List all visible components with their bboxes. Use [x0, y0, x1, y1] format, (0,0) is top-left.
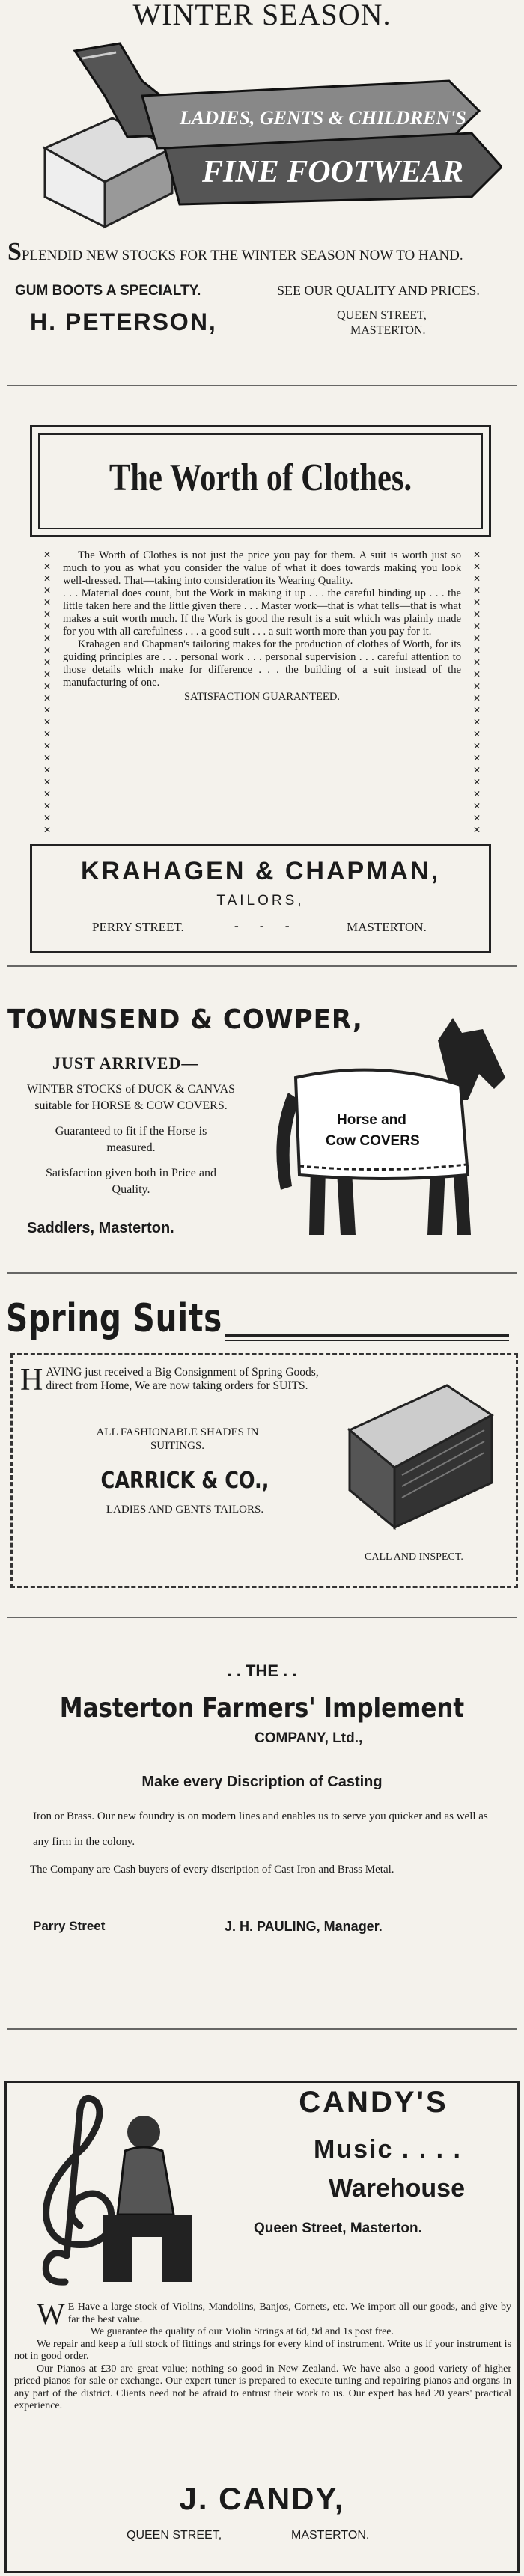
carrick-advert — [0, 1280, 524, 1594]
candy-frame — [4, 2081, 520, 2573]
call-and-inspect: CALL AND INSPECT. — [365, 1551, 463, 1563]
candy-body-3: We repair and keep a full stock of fittings and strings for every kind of instrument. Write us if your instrument is not in good order. — [14, 2338, 511, 2362]
x-border-left: ✕ ✕ ✕ ✕ ✕ ✕ ✕ ✕ ✕ ✕ ✕ ✕ ✕ ✕ ✕ ✕ ✕ ✕ ✕ ✕ ✕ ✕ ✕ ✕ — [43, 548, 51, 836]
peterson-address — [337, 308, 427, 338]
worth-body-frame — [37, 548, 487, 840]
carrick-subtitle: LADIES AND GENTS TAILORS. — [106, 1504, 264, 1516]
worth-paragraph-1: The Worth of Clothes is not just the price you pay for them. A suit is worth just so much to you as what you consider the value of what it does towards making you look well-dressed. That—taking into consideration its Wearing Quality. — [63, 549, 461, 587]
intro-initial: H — [20, 1363, 43, 1397]
footwear-banner-illustration — [30, 36, 502, 231]
candy-body-4: Our Pianos at £30 are great value; nothing so good in New Zealand. We have also a good variety of higher priced pianos for sale or exchange. Our expert tuner is prepared to execute tuning and repairing pianos and organs in any part of the district. Clients need not be afraid to entrust their work to us. Our expert has had 20 years' practical experience. — [14, 2363, 511, 2411]
carrick-frame — [10, 1353, 518, 1588]
banner-line-1: LADIES, GENTS & CHILDREN'S — [180, 107, 466, 129]
krahagen-trade: TAILORS, — [216, 893, 305, 909]
just-arrived: JUST ARRIVED— — [52, 1054, 199, 1072]
satisfaction-guaranteed: SATISFACTION GUARANTEED. — [183, 691, 341, 703]
worth-title-box — [30, 425, 491, 537]
krahagen-town: MASTERTON. — [347, 920, 427, 934]
candy-body-initial: W — [37, 2297, 65, 2331]
krahagen-name-box — [30, 844, 491, 953]
candy-body-1: E Have a large stock of Violins, Mandolins, Banjos, Cornets, etc. We import all our goods, and give by far the best value. — [67, 2301, 511, 2325]
candys-title: CANDY'S — [299, 2086, 448, 2119]
warehouse-text: Warehouse — [329, 2174, 466, 2203]
krahagen-dashes: - - - — [234, 918, 299, 933]
winter-season-heading: WINTER SEASON. — [132, 0, 392, 31]
pauling-body-2: The Company are Cash buyers of every discription of Cast Iron and Brass Metal. — [30, 1864, 394, 1875]
townsend-advert — [0, 973, 524, 1265]
candy-body-2: We guarantee the quality of our Violin Strings at 6d, 9d and 1s post free. — [90, 2326, 394, 2337]
title-underline — [225, 1334, 509, 1337]
townsend-line-3: Guaranteed to fit if the Horse is measured. — [55, 1125, 207, 1154]
separator-1 — [7, 385, 517, 386]
worth-paragraph-2: . . . Material does count, but the Work in making it up . . . the careful binding up . . . the little taken here and the little given there . . . Master work—that is what tells—that is what makes a suit worth much. If the Work is good the result is a suit which was plainly made for you with all carefulness . . . a good suit . . . a suit worth more than you pay for it. — [63, 587, 461, 638]
address-line-1: QUEEN STREET, — [337, 309, 427, 322]
pauling-advert — [0, 1624, 524, 2028]
carrick-intro: AVING just received a Big Consignment of Spring Goods, direct from Home, We are now taking orders for SUITS. — [46, 1366, 319, 1392]
pauling-body-1: Iron or Brass. Our new foundry is on modern lines and enables us to serve you quicker and as well as any firm in the colony. — [33, 1810, 488, 1848]
make-casting: Make every Discription of Casting — [141, 1774, 383, 1790]
carrick-name: CARRICK & CO., — [100, 1468, 269, 1494]
krahagen-name: KRAHAGEN & CHAPMAN, — [80, 857, 441, 885]
townsend-line-1: WINTER STOCKS of DUCK & CANVAS — [26, 1083, 236, 1096]
parry-street: Parry Street — [33, 1919, 106, 1933]
separator-2 — [7, 965, 517, 967]
horse-label-line-1: Horse and — [337, 1112, 406, 1128]
banner-line-2: FINE FOOTWEAR — [202, 155, 463, 189]
worth-title: The Worth of Clothes. — [109, 457, 412, 499]
separator-3 — [7, 1272, 517, 1274]
townsend-line-2: suitable for HORSE & COW COVERS. — [34, 1099, 228, 1112]
treble-clef-lady-illustration — [13, 2087, 200, 2297]
tagline-initial: S — [7, 238, 22, 266]
tagline-text: PLENDID NEW STOCKS FOR THE WINTER SEASON NOW TO HAND. — [21, 248, 463, 263]
spring-suits-title: Spring Suits — [6, 1296, 223, 1341]
candy-address: Queen Street, Masterton. — [254, 2221, 422, 2236]
separator-4 — [7, 1617, 517, 1618]
horse-cover-illustration — [266, 995, 513, 1242]
peterson-tagline — [7, 238, 517, 266]
x-border-right: ✕ ✕ ✕ ✕ ✕ ✕ ✕ ✕ ✕ ✕ ✕ ✕ ✕ ✕ ✕ ✕ ✕ ✕ ✕ ✕ ✕ ✕ ✕ ✕ — [473, 548, 481, 836]
the-heading: . . THE . . — [227, 1661, 297, 1680]
pauling-manager: J. H. PAULING, Manager. — [225, 1919, 383, 1934]
candy-street: QUEEN STREET, — [127, 2529, 222, 2542]
worth-paragraph-3: Krahagen and Chapman's tailoring makes for the production of clothes of Worth, for its guiding principles are . . . personal work . . . personal supervision . . . careful attention to those details which make for difference . . . the building of a suit instead of the manufacturing of one. — [63, 638, 461, 689]
address-line-2: MASTERTON. — [350, 324, 426, 337]
separator-5 — [7, 2028, 517, 2030]
krahagen-street: PERRY STREET. — [92, 920, 184, 934]
townsend-line-4: Satisfaction given both in Price and Quality. — [46, 1167, 216, 1196]
fabric-bolt-illustration — [335, 1370, 507, 1542]
fashionable-shades: ALL FASHIONABLE SHADES IN SUITINGS. — [96, 1426, 259, 1452]
company-ltd: COMPANY, Ltd., — [255, 1730, 363, 1746]
peterson-advert — [0, 0, 524, 374]
gum-boots-text: GUM BOOTS A SPECIALTY. — [15, 283, 201, 299]
implement-title: Masterton Farmers' Implement — [59, 1693, 465, 1724]
townsend-footer: Saddlers, Masterton. — [27, 1220, 174, 1236]
title-underline-2 — [225, 1340, 509, 1341]
horse-label-line-2: Cow COVERS — [326, 1133, 420, 1149]
music-text: Music . . . . — [314, 2135, 462, 2164]
candy-town: MASTERTON. — [291, 2529, 370, 2542]
townsend-title: TOWNSEND & COWPER, — [7, 1004, 363, 1035]
see-quality-text: SEE OUR QUALITY AND PRICES. — [277, 283, 480, 298]
krahagen-advert — [0, 389, 524, 958]
peterson-name: H. PETERSON, — [30, 308, 217, 335]
candy-name: J. CANDY, — [179, 2481, 345, 2516]
candy-advert — [0, 2036, 524, 2576]
